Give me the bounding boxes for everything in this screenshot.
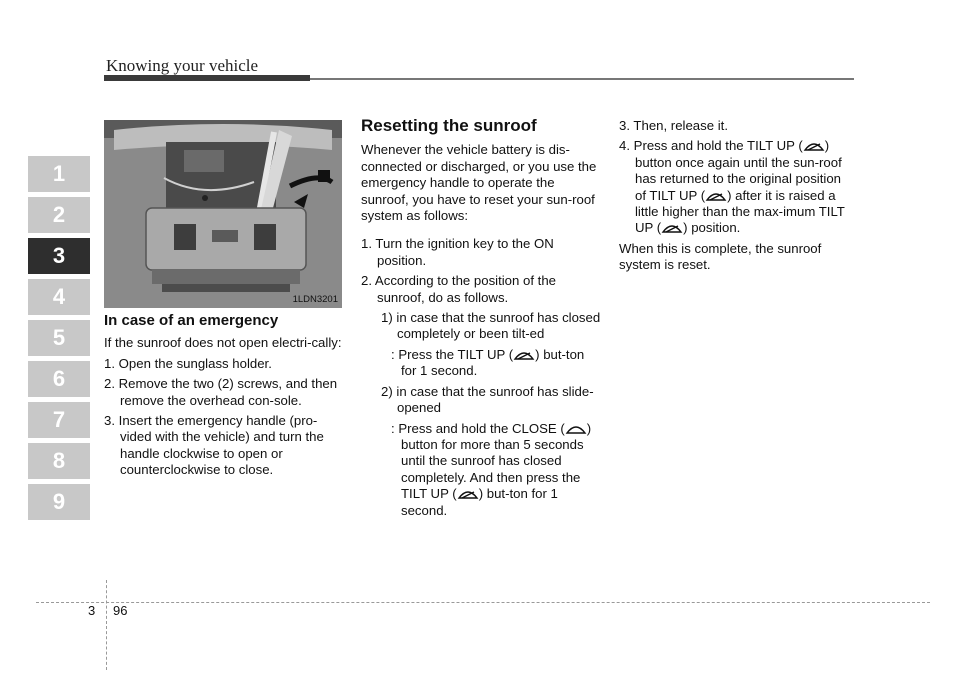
reset-step-1: 1. Turn the ignition key to the ON position. [361,236,554,268]
reset-case-1-text-a: : Press the TILT UP ( [391,346,514,362]
emergency-step-2: 2. Remove the two (2) screws, and then remove the overhead con-sole. [104,376,338,408]
footer-divider [106,580,107,670]
reset-case-1-text-b: ) but-ton for 1 second. [401,346,585,379]
chapter-tab-4[interactable]: 4 [28,279,90,315]
reset-step-3: 3. Then, release it. [619,118,728,133]
chapter-tab-3[interactable]: 3 [28,238,90,274]
emergency-step-1: 1. Open the sunglass holder. [104,355,272,371]
reset-step-2: 2. According to the position of the sunroof, do as follows. [361,273,557,305]
reset-step-4 [619,138,855,236]
emergency-step-3: 3. Insert the emergency handle (pro-vided with the vehicle) and turn the handle clockwise to open or counterclockwise to close. [104,413,324,478]
footer-page-number: 96 [113,603,128,618]
chapter-tab-7[interactable]: 7 [28,402,90,438]
reset-case-1: 1) in case that the sunroof has closed completely or been tilt-ed [381,310,601,342]
reset-step-4-text-c: ) after it is raised a little higher than the max-imum TILT UP ( [635,187,845,236]
reset-conclusion: When this is complete, the sunroof system is reset. [619,240,822,273]
tilt-up-icon [457,487,479,499]
chapter-tab-9[interactable]: 9 [28,484,90,520]
footer-section-number: 3 [88,603,96,618]
reset-step-4-text-d: ) position. [683,220,741,236]
reset-case-2-text-a: : Press and hold the CLOSE ( [391,420,565,436]
reset-step-4-text-b: ) button once again until the sun-roof has returned to the original position of TILT UP ( [635,138,842,203]
reset-case-2-text-b: ) button for more than 5 seconds until the sunroof has closed completely. And then press the TILT UP ( [401,420,592,502]
tilt-up-icon [803,139,825,151]
chapter-tab-5[interactable]: 5 [28,320,90,356]
reset-section-continued [619,118,855,278]
close-icon [565,422,587,434]
footer-rule [36,602,930,603]
reset-case-1-action [361,347,601,380]
tilt-up-icon [705,189,727,201]
reset-case-2-action [361,421,601,519]
reset-step-4-text-a: 4. Press and hold the TILT UP ( [619,138,803,154]
figure-code: 1LDN3201 [292,294,338,305]
header-bar [104,75,310,81]
header-rule [310,78,854,80]
chapter-tab-2[interactable]: 2 [28,197,90,233]
chapter-tab-1[interactable]: 1 [28,156,90,192]
tilt-up-icon [661,221,683,233]
chapter-tab-6[interactable]: 6 [28,361,90,397]
chapter-tab-8[interactable]: 8 [28,443,90,479]
emergency-heading: In case of an emergency [104,312,279,329]
reset-case-2-text-c: ) but-ton for 1 second. [401,486,558,518]
tilt-up-icon [513,348,535,360]
emergency-section [104,313,344,483]
overhead-console-illustration [104,120,342,308]
reset-section [361,118,601,523]
reset-intro: Whenever the vehicle battery is dis-connected or discharged, or you use the emergency handle to operate the sunroof, you have to reset your sun-roof system as follows: [361,142,597,224]
overhead-console-photo [104,120,342,308]
reset-case-2: 2) in case that the sunroof has slide-opened [381,383,594,416]
emergency-intro: If the sunroof does not open electri-cally: [104,335,342,351]
header-title: Knowing your vehicle [106,56,259,75]
reset-heading: Resetting the sunroof [361,116,537,135]
